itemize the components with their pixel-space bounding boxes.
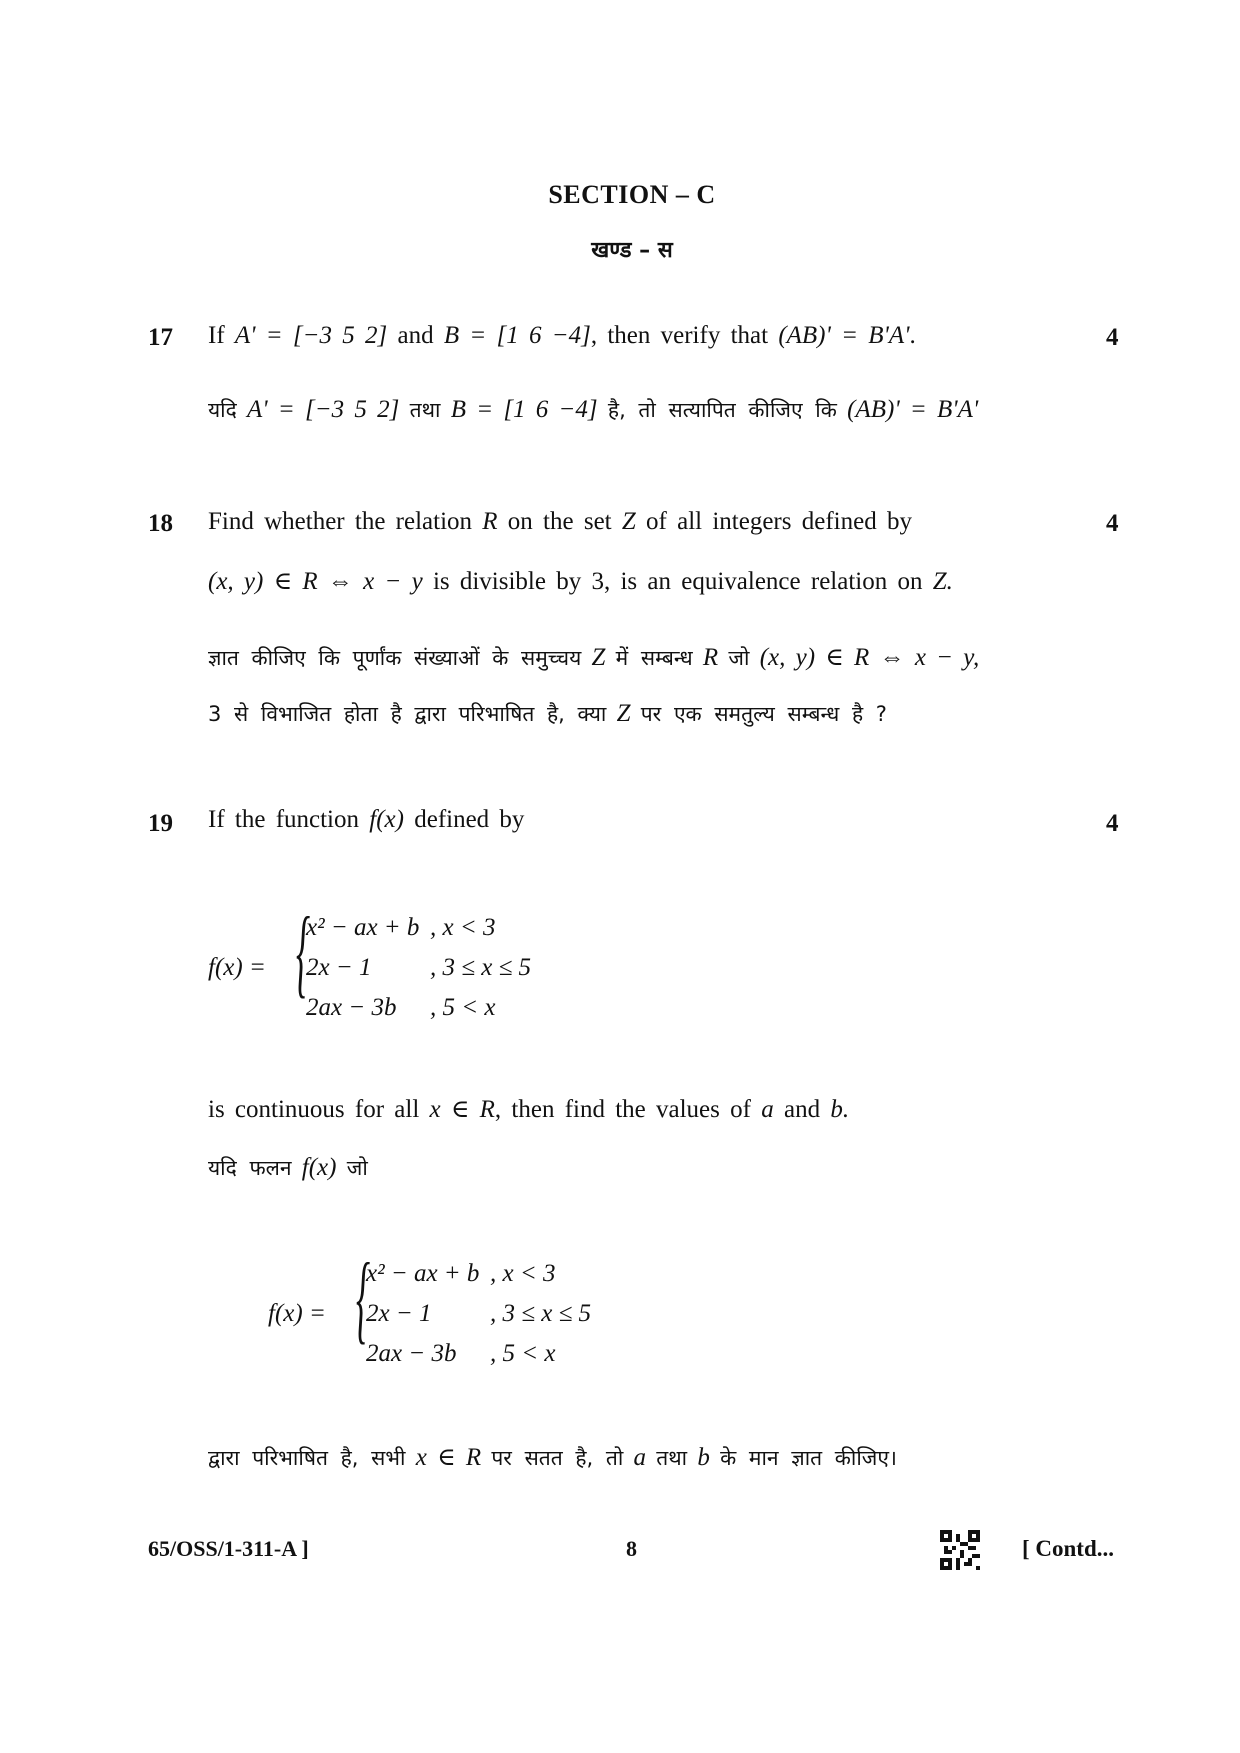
q18-hindi-text: में सम्बन्ध [615, 646, 693, 670]
question-18-english-line1 [208, 508, 912, 536]
question-18-english-line2 [208, 566, 953, 596]
q17-hindi-matrix-b: B = [1 6 −4] [450, 396, 598, 423]
q19-text: If the function [208, 806, 360, 833]
q17-equation: (AB)' = B'A' [778, 322, 910, 349]
section-title: SECTION – C [548, 180, 716, 209]
piecewise-brace: { [356, 1242, 370, 1353]
q18-var-z: Z. [932, 568, 953, 595]
question-18-hindi-line2 [208, 700, 887, 728]
piecewise-lhs: f(x) = [208, 954, 266, 981]
q18-var-r: R [482, 508, 498, 535]
q18-hindi-relation: (x, y) ∈ R ⇔ x − y, [759, 644, 980, 671]
question-19-english-intro [208, 806, 524, 834]
q18-hindi-text: ज्ञात कीजिए कि पूर्णांक संख्याओं के समुच्चय [208, 646, 582, 670]
q18-text: on the set [507, 508, 612, 535]
q19-function: f(x) [369, 806, 404, 833]
q17-matrix-a: A' = [−3 5 2] [234, 322, 388, 349]
question-19-english-after [208, 1094, 849, 1124]
q19-hindi-text: पर सतत है, तो [491, 1446, 624, 1470]
question-17-hindi [208, 396, 978, 424]
q19-hindi-text: के मान ज्ञात कीजिए। [720, 1446, 897, 1470]
piecewise-case-3-cond: , 5 < x [490, 1340, 556, 1367]
q17-text: and [397, 322, 434, 349]
piecewise-case-3-cond: , 5 < x [430, 994, 496, 1021]
q19-hindi-domain: x ∈ R [415, 1444, 482, 1471]
q19-hindi-function: f(x) [301, 1154, 337, 1181]
piecewise-case-3-expr: 2ax − 3b [306, 994, 397, 1021]
q19-text: is continuous for all [208, 1096, 420, 1123]
q19-domain: x ∈ R [429, 1096, 495, 1123]
piecewise-case-3-expr: 2ax − 3b [366, 1340, 457, 1367]
question-19-marks: 4 [1106, 810, 1119, 837]
q18-hindi-text: जो [728, 646, 750, 670]
piecewise-case-2-expr: 2x − 1 [306, 954, 372, 981]
q17-matrix-b: B = [1 6 −4] [443, 322, 591, 349]
q17-hindi-text: तथा [409, 398, 441, 422]
question-17-marks: 4 [1106, 324, 1119, 351]
q17-hindi-text: है, तो सत्यापित कीजिए कि [607, 398, 837, 422]
qr-code-icon [940, 1530, 980, 1570]
question-17-number: 17 [148, 324, 173, 351]
q19-text: and [783, 1096, 821, 1123]
q18-text: of all integers defined by [646, 508, 912, 535]
q19-hindi-var-a: a [633, 1444, 647, 1471]
question-18-hindi-line1 [208, 642, 979, 672]
q19-var-a: a [761, 1096, 774, 1123]
question-19-number: 19 [148, 810, 173, 837]
piecewise-function-hindi [268, 1242, 668, 1384]
question-19-hindi-intro [208, 1154, 368, 1182]
q18-text: Find whether the relation [208, 508, 473, 535]
question-17-english [208, 322, 916, 350]
question-18-number: 18 [148, 510, 173, 537]
q18-relation: (x, y) ∈ R ⇔ x − y [208, 568, 423, 595]
q19-var-b: b. [830, 1096, 850, 1123]
q19-hindi-text: यदि फलन [208, 1156, 292, 1180]
piecewise-lhs: f(x) = [268, 1300, 326, 1327]
q18-hindi-text: 3 से विभाजित होता है द्वारा परिभाषित है, क्या [208, 702, 607, 726]
q19-hindi-text: तथा [656, 1446, 688, 1470]
piecewise-case-2-expr: 2x − 1 [366, 1300, 432, 1327]
q17-text: . [909, 322, 916, 349]
q17-text: If [208, 322, 225, 349]
continued-label: [ Contd... [1022, 1536, 1115, 1561]
question-19-hindi-after [208, 1442, 897, 1472]
q19-hindi-text: द्वारा परिभाषित है, सभी [208, 1446, 406, 1470]
q18-hindi-var-r: R [702, 644, 719, 671]
piecewise-function-english [208, 896, 608, 1038]
q19-text: defined by [414, 806, 525, 833]
q18-hindi-text: पर एक समतुल्य सम्बन्ध है ? [640, 702, 887, 726]
q17-hindi-matrix-a: A' = [−3 5 2] [247, 396, 400, 423]
q19-hindi-text: जो [346, 1156, 368, 1180]
page-number: 8 [626, 1536, 637, 1561]
piecewise-case-1-cond: , x < 3 [430, 914, 496, 941]
q18-text: is divisible by 3, is an equivalence relation on [432, 568, 923, 595]
q17-text: , then verify that [590, 322, 769, 349]
section-subtitle-hindi: खण्ड – स [591, 238, 673, 263]
piecewise-case-1-cond: , x < 3 [490, 1260, 556, 1287]
q18-hindi-var-z: Z [591, 644, 606, 671]
q19-hindi-var-b: b [697, 1444, 710, 1471]
piecewise-case-1-expr: x² − ax + b [306, 914, 420, 941]
q17-hindi-equation: (AB)' = B'A' [847, 396, 979, 423]
q17-hindi-text: यदि [208, 398, 237, 422]
q18-var-z: Z [621, 508, 636, 535]
q19-text: , then find the values of [494, 1096, 751, 1123]
q18-hindi-var-z: Z [616, 700, 631, 727]
piecewise-case-1-expr: x² − ax + b [366, 1260, 480, 1287]
question-18-marks: 4 [1106, 510, 1119, 537]
paper-code: 65/OSS/1-311-A ] [148, 1536, 309, 1561]
piecewise-case-2-cond: , 3 ≤ x ≤ 5 [490, 1300, 592, 1327]
piecewise-case-2-cond: , 3 ≤ x ≤ 5 [430, 954, 532, 981]
piecewise-brace: { [296, 896, 310, 1007]
